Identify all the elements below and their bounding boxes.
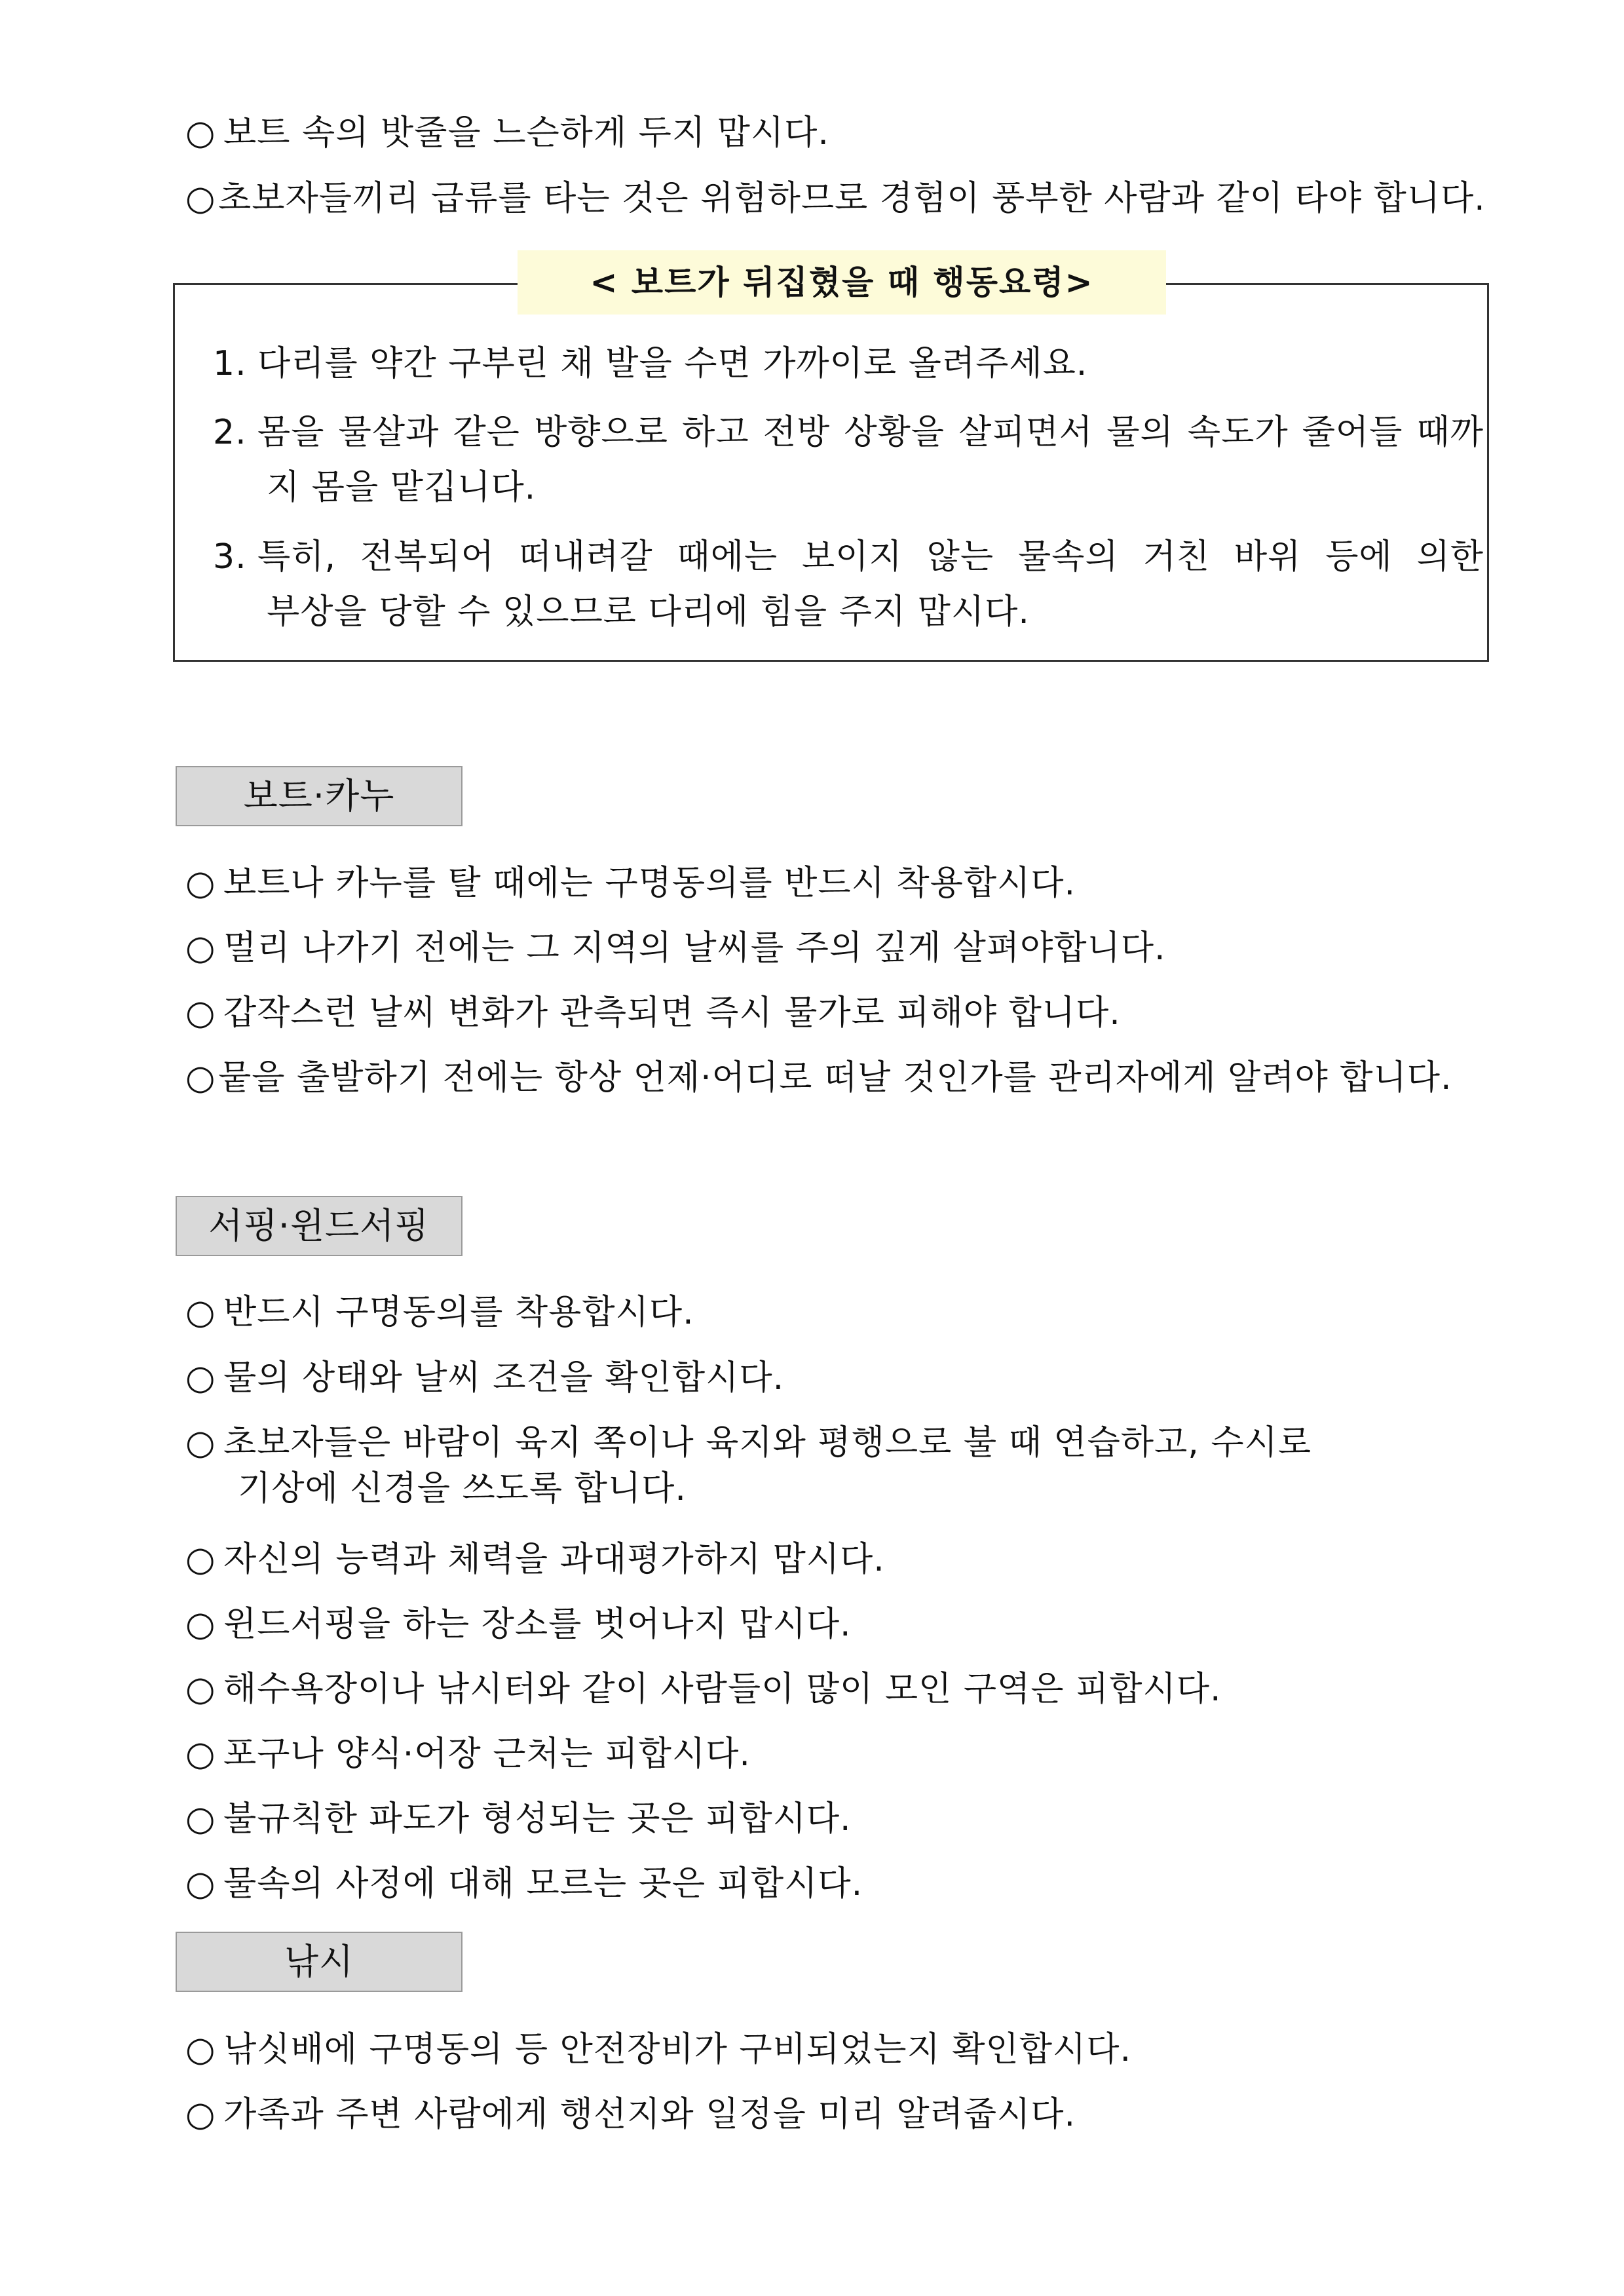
list-item-text: 자신의 능력과 체력을 과대평가하지 맙시다. bbox=[223, 1540, 885, 1579]
list-item-text: 반드시 구명동의를 착용합시다. bbox=[223, 1293, 694, 1332]
list-item bbox=[185, 990, 1121, 1036]
circle-bullet-icon: ○ bbox=[185, 928, 216, 968]
step-text-continuation: 부상을 당할 수 있으므로 다리에 힘을 주지 맙시다. bbox=[267, 592, 1030, 632]
list-item-text: 갑작스런 날씨 변화가 관측되면 즉시 물가로 피해야 합니다. bbox=[223, 993, 1121, 1033]
list-item-text: 낚싯배에 구명동의 등 안전장비가 구비되었는지 확인합시다. bbox=[223, 2030, 1131, 2069]
circle-bullet-icon: ○ bbox=[185, 1358, 216, 1398]
list-item-text: 보트나 카누를 탈 때에는 구명동의를 반드시 착용합시다. bbox=[223, 864, 1076, 903]
list-item bbox=[185, 176, 1486, 221]
list-item bbox=[185, 1666, 1222, 1712]
list-item bbox=[185, 1420, 1312, 1512]
list-item bbox=[185, 1290, 694, 1335]
circle-bullet-icon: ○ bbox=[185, 1058, 216, 1098]
list-item-text: 물의 상태와 날씨 조건을 확인합시다. bbox=[223, 1358, 785, 1398]
list-item-text: 불규칙한 파도가 형성되는 곳은 피합시다. bbox=[223, 1799, 852, 1839]
list-item-text-continuation: 기상에 신경을 쓰도록 합니다. bbox=[238, 1469, 687, 1508]
list-item-text: 해수욕장이나 낚시터와 같이 사람들이 많이 모인 구역은 피합시다. bbox=[223, 1670, 1222, 1709]
list-item bbox=[185, 1601, 852, 1647]
step-text-continuation: 지 몸을 맡깁니다. bbox=[267, 468, 537, 507]
list-item bbox=[185, 110, 829, 156]
list-item bbox=[185, 1355, 784, 1401]
step-text: 몸을 물살과 같은 방향으로 하고 전방 상황을 살피면서 물의 속도가 줄어들 때까 bbox=[257, 413, 1484, 452]
circle-bullet-icon: ○ bbox=[185, 113, 216, 153]
list-item-text: 윈드서핑을 하는 장소를 벗어나지 맙시다. bbox=[223, 1605, 852, 1644]
list-item-text: 뭍을 출발하기 전에는 항상 언제·어디로 떠날 것인가를 관리자에게 알려야 합니다. bbox=[218, 1058, 1452, 1098]
list-item bbox=[185, 1731, 751, 1777]
circle-bullet-icon: ○ bbox=[185, 993, 216, 1033]
circle-bullet-icon: ○ bbox=[185, 1293, 216, 1332]
step-number: 1. bbox=[213, 344, 247, 383]
capsize-step bbox=[213, 529, 1484, 640]
circle-bullet-icon: ○ bbox=[185, 864, 216, 903]
list-item bbox=[185, 2092, 1076, 2137]
circle-bullet-icon: ○ bbox=[185, 1540, 216, 1579]
circle-bullet-icon: ○ bbox=[185, 1799, 216, 1839]
circle-bullet-icon: ○ bbox=[185, 1605, 216, 1644]
step-text: 특히, 전복되어 떠내려갈 때에는 보이지 않는 물속의 거친 바위 등에 의한 bbox=[257, 537, 1484, 577]
capsize-box-title: < 보트가 뒤집혔을 때 행동요령> bbox=[518, 250, 1166, 315]
circle-bullet-icon: ○ bbox=[185, 1670, 216, 1709]
list-item-text: 초보자들끼리 급류를 타는 것은 위험하므로 경험이 풍부한 사람과 같이 타야 합니다. bbox=[218, 179, 1486, 218]
list-item bbox=[185, 1796, 852, 1842]
list-item-text: 가족과 주변 사람에게 행선지와 일정을 미리 알려줍시다. bbox=[223, 2095, 1076, 2134]
section-header-boat-canoe: 보트·카누 bbox=[176, 766, 463, 826]
list-item-text: 물속의 사정에 대해 모르는 곳은 피합시다. bbox=[223, 1864, 863, 1904]
list-item bbox=[185, 2027, 1131, 2073]
list-item bbox=[185, 1861, 863, 1907]
circle-bullet-icon: ○ bbox=[185, 2030, 216, 2069]
list-item bbox=[185, 860, 1076, 906]
circle-bullet-icon: ○ bbox=[185, 1864, 216, 1904]
list-item-text: 보트 속의 밧줄을 느슨하게 두지 맙시다. bbox=[223, 113, 829, 153]
section-header-surfing: 서핑·윈드서핑 bbox=[176, 1196, 463, 1256]
list-item-text: 멀리 나가기 전에는 그 지역의 날씨를 주의 깊게 살펴야합니다. bbox=[223, 928, 1166, 968]
list-item bbox=[185, 925, 1166, 971]
circle-bullet-icon: ○ bbox=[185, 179, 216, 218]
capsize-step bbox=[213, 336, 1484, 391]
list-item-text: 포구나 양식·어장 근처는 피합시다. bbox=[223, 1734, 751, 1774]
list-item bbox=[185, 1537, 885, 1582]
section-header-fishing: 낚시 bbox=[176, 1932, 463, 1992]
circle-bullet-icon: ○ bbox=[185, 2095, 216, 2134]
circle-bullet-icon: ○ bbox=[185, 1423, 216, 1463]
step-number: 2. bbox=[213, 413, 247, 452]
list-item-text: 초보자들은 바람이 육지 쪽이나 육지와 평행으로 불 때 연습하고, 수시로 bbox=[223, 1423, 1312, 1463]
step-number: 3. bbox=[213, 537, 247, 577]
list-item bbox=[185, 1055, 1452, 1101]
circle-bullet-icon: ○ bbox=[185, 1734, 216, 1774]
capsize-step bbox=[213, 405, 1484, 515]
step-text: 다리를 약간 구부린 채 발을 수면 가까이로 올려주세요. bbox=[257, 344, 1088, 383]
